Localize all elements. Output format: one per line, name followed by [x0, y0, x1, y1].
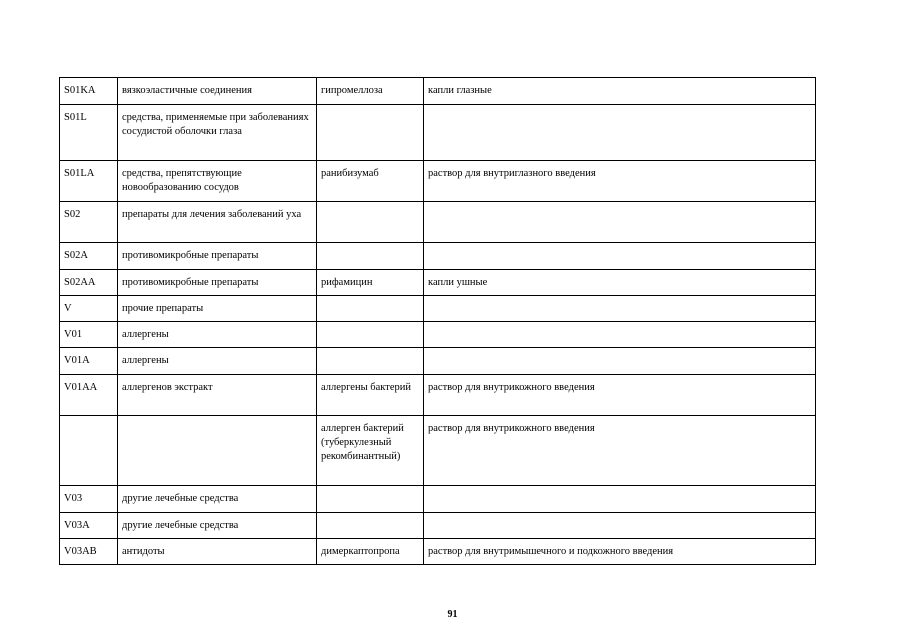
dosage-form-cell — [424, 322, 816, 348]
group-name-cell: противомикробные препараты — [118, 243, 317, 270]
drug-name-cell: аллерген бактерий (туберкулезный рекомбинантный) — [317, 416, 424, 486]
table-row — [60, 243, 816, 270]
group-name-cell: противомикробные препараты — [118, 270, 317, 296]
table-row — [60, 486, 816, 513]
drug-name-cell — [317, 243, 424, 270]
drug-name-cell — [317, 296, 424, 322]
atc-code-cell: S02A — [60, 243, 118, 270]
atc-code-cell: S01KA — [60, 78, 118, 105]
group-name-cell: аллергенов экстракт — [118, 375, 317, 416]
atc-code-cell: V01 — [60, 322, 118, 348]
atc-code-cell: V03A — [60, 513, 118, 539]
atc-code-cell: S01L — [60, 105, 118, 161]
table-row — [60, 375, 816, 416]
table-row — [60, 105, 816, 161]
group-name-cell: средства, применяемые при заболеваниях сосудистой оболочки глаза — [118, 105, 317, 161]
dosage-form-cell — [424, 513, 816, 539]
dosage-form-cell: капли ушные — [424, 270, 816, 296]
dosage-form-cell — [424, 202, 816, 243]
drug-name-cell — [317, 322, 424, 348]
atc-code-cell: V03 — [60, 486, 118, 513]
table-row — [60, 161, 816, 202]
dosage-form-cell: раствор для внутрикожного введения — [424, 416, 816, 486]
dosage-form-cell — [424, 348, 816, 375]
group-name-cell: прочие препараты — [118, 296, 317, 322]
table-row — [60, 322, 816, 348]
dosage-form-cell: капли глазные — [424, 78, 816, 105]
table-row — [60, 78, 816, 105]
drug-name-cell — [317, 105, 424, 161]
dosage-form-cell — [424, 243, 816, 270]
dosage-form-cell: раствор для внутримышечного и подкожного введения — [424, 539, 816, 565]
dosage-form-cell: раствор для внутрикожного введения — [424, 375, 816, 416]
drug-name-cell: гипромеллоза — [317, 78, 424, 105]
group-name-cell: другие лечебные средства — [118, 513, 317, 539]
group-name-cell — [118, 416, 317, 486]
atc-code-cell: V03AB — [60, 539, 118, 565]
group-name-cell: препараты для лечения заболеваний уха — [118, 202, 317, 243]
group-name-cell: средства, препятствующие новообразованию сосудов — [118, 161, 317, 202]
table-row — [60, 348, 816, 375]
table-row — [60, 270, 816, 296]
group-name-cell: другие лечебные средства — [118, 486, 317, 513]
atc-code-cell: S02AA — [60, 270, 118, 296]
drug-name-cell — [317, 486, 424, 513]
drug-classification-table — [59, 77, 816, 565]
dosage-form-cell: раствор для внутриглазного введения — [424, 161, 816, 202]
drug-name-cell: димеркаптопропа — [317, 539, 424, 565]
table-row — [60, 296, 816, 322]
dosage-form-cell — [424, 296, 816, 322]
group-name-cell: вязкоэластичные соединения — [118, 78, 317, 105]
atc-code-cell: S01LA — [60, 161, 118, 202]
group-name-cell: антидоты — [118, 539, 317, 565]
table-row — [60, 202, 816, 243]
drug-name-cell: ранибизумаб — [317, 161, 424, 202]
drug-name-cell: аллергены бактерий — [317, 375, 424, 416]
drug-name-cell — [317, 513, 424, 539]
table-row — [60, 539, 816, 565]
table-row — [60, 513, 816, 539]
drug-name-cell: рифамицин — [317, 270, 424, 296]
atc-code-cell: V01AA — [60, 375, 118, 416]
page-number: 91 — [447, 609, 458, 620]
table-row — [60, 416, 816, 486]
atc-code-cell: V — [60, 296, 118, 322]
dosage-form-cell — [424, 105, 816, 161]
atc-code-cell: S02 — [60, 202, 118, 243]
drug-name-cell — [317, 202, 424, 243]
group-name-cell: аллергены — [118, 348, 317, 375]
atc-code-cell: V01A — [60, 348, 118, 375]
group-name-cell: аллергены — [118, 322, 317, 348]
drug-name-cell — [317, 348, 424, 375]
atc-code-cell — [60, 416, 118, 486]
dosage-form-cell — [424, 486, 816, 513]
